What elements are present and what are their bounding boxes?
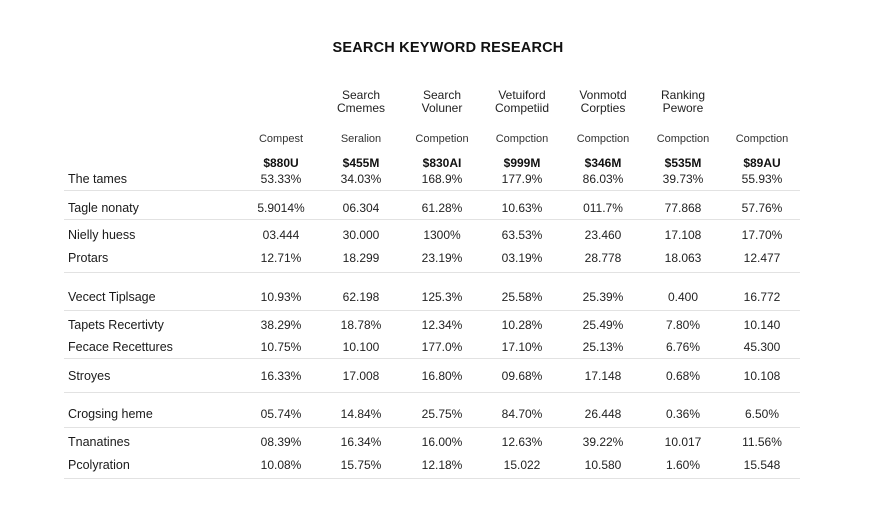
table-cell: 10.63% bbox=[501, 201, 543, 215]
column-subheader-0: Compest bbox=[258, 133, 304, 145]
column-subheader-2: Competion bbox=[415, 133, 469, 145]
table-cell: 5.9014% bbox=[257, 201, 305, 215]
table-cell: 23.19% bbox=[421, 251, 463, 265]
table-cell: 12.63% bbox=[501, 435, 543, 449]
table-cell: 18.299 bbox=[342, 251, 380, 265]
table-cell: 10.28% bbox=[501, 318, 543, 332]
row-divider bbox=[64, 392, 800, 393]
row-label: Nielly huess bbox=[68, 228, 136, 242]
table-row bbox=[64, 366, 800, 386]
row-label: Tapets Recertivty bbox=[68, 318, 164, 332]
table-row bbox=[64, 404, 800, 424]
column-header-2: Search Voluner bbox=[421, 88, 463, 115]
table-cell: 12.18% bbox=[421, 458, 463, 472]
column-subheader-3: Compction bbox=[495, 133, 549, 145]
table-cell: 11.56% bbox=[742, 435, 782, 449]
table-cell: 16.80% bbox=[421, 369, 463, 383]
table-cell: 39.22% bbox=[582, 435, 624, 449]
column-subheader-6: Compction bbox=[735, 133, 789, 145]
table-cell: 34.03% bbox=[340, 172, 382, 186]
row-label: Stroyes bbox=[68, 369, 111, 383]
table-cell: 53.33% bbox=[260, 172, 302, 186]
table-cell: 12.71% bbox=[260, 251, 302, 265]
table-row bbox=[64, 337, 800, 357]
table-cell: 14.84% bbox=[340, 407, 382, 421]
table-cell: 18.063 bbox=[664, 251, 702, 265]
row-label: Vecect Tiplsage bbox=[68, 290, 156, 304]
table-cell: 17.70% bbox=[741, 228, 783, 242]
column-subheader-1: Seralion bbox=[340, 133, 382, 145]
table-cell: 25.39% bbox=[582, 290, 624, 304]
table-cell: 08.39% bbox=[260, 435, 302, 449]
table-cell: 1300% bbox=[423, 228, 461, 242]
row-label: Crogsing heme bbox=[68, 407, 153, 421]
table-cell: 17.008 bbox=[342, 369, 380, 383]
row-divider bbox=[64, 190, 800, 191]
table-cell: 177.9% bbox=[501, 172, 543, 186]
table-cell: 25.49% bbox=[582, 318, 624, 332]
table-cell: 0.400 bbox=[667, 290, 699, 304]
table-cell: 16.772 bbox=[743, 290, 781, 304]
column-total-2: $830AI bbox=[422, 156, 462, 170]
table-cell: 38.29% bbox=[260, 318, 302, 332]
table-cell: 177.0% bbox=[421, 340, 463, 354]
table-cell: 12.477 bbox=[743, 251, 781, 265]
table-cell: 1.60% bbox=[665, 458, 701, 472]
column-total-1: $455M bbox=[342, 156, 380, 170]
table-cell: 86.03% bbox=[582, 172, 624, 186]
table-cell: 25.13% bbox=[582, 340, 624, 354]
table-cell: 10.08% bbox=[260, 458, 302, 472]
table-cell: 17.10% bbox=[501, 340, 543, 354]
table-cell: 26.448 bbox=[584, 407, 622, 421]
table-cell: 17.108 bbox=[664, 228, 702, 242]
table-cell: 57.76% bbox=[741, 201, 783, 215]
table-cell: 10.580 bbox=[584, 458, 622, 472]
table-cell: 61.28% bbox=[421, 201, 463, 215]
row-label: The tames bbox=[68, 172, 128, 186]
row-divider bbox=[64, 219, 800, 220]
table-row bbox=[64, 198, 800, 218]
table-cell: 25.58% bbox=[501, 290, 543, 304]
table-cell: 10.140 bbox=[743, 318, 781, 332]
table-cell: 55.93% bbox=[741, 172, 783, 186]
table-cell: 168.9% bbox=[421, 172, 463, 186]
row-label: Pcolyration bbox=[68, 458, 130, 472]
table-cell: 7.80% bbox=[665, 318, 701, 332]
table-cell: 03.444 bbox=[262, 228, 300, 242]
table-cell: 125.3% bbox=[421, 290, 463, 304]
column-header-3: Vetuiford Competiid bbox=[494, 88, 550, 115]
table-cell: 06.304 bbox=[342, 201, 380, 215]
table-cell: 62.198 bbox=[342, 290, 380, 304]
column-header-5: Ranking Pewore bbox=[660, 88, 706, 115]
table-cell: 0.36% bbox=[665, 407, 701, 421]
row-divider bbox=[64, 358, 800, 359]
table-cell: 10.100 bbox=[342, 340, 380, 354]
table-cell: 30.000 bbox=[342, 228, 380, 242]
table-cell: 03.19% bbox=[501, 251, 543, 265]
table-cell: 28.778 bbox=[584, 251, 622, 265]
table-cell: 10.93% bbox=[260, 290, 302, 304]
row-divider bbox=[64, 478, 800, 479]
table-cell: 10.75% bbox=[260, 340, 302, 354]
table-cell: 39.73% bbox=[662, 172, 704, 186]
table-cell: 63.53% bbox=[501, 228, 543, 242]
column-total-3: $999M bbox=[503, 156, 541, 170]
row-divider bbox=[64, 427, 800, 428]
table-cell: 15.75% bbox=[340, 458, 382, 472]
table-cell: 84.70% bbox=[501, 407, 543, 421]
column-header-1: Search Cmemes bbox=[336, 88, 385, 115]
table-cell: 0.68% bbox=[665, 369, 701, 383]
table-cell: 17.148 bbox=[584, 369, 622, 383]
row-divider bbox=[64, 310, 800, 311]
table-cell: 12.34% bbox=[421, 318, 463, 332]
row-label: Tagle nonaty bbox=[68, 201, 139, 215]
table-cell: 09.68% bbox=[501, 369, 543, 383]
row-label: Protars bbox=[68, 251, 109, 265]
table-cell: 15.548 bbox=[743, 458, 781, 472]
row-divider bbox=[64, 272, 800, 273]
table-cell: 10.108 bbox=[743, 369, 781, 383]
row-label: Tnanatines bbox=[68, 435, 130, 449]
table-cell: 05.74% bbox=[260, 407, 302, 421]
table-cell: 18.78% bbox=[340, 318, 382, 332]
table-cell: 77.868 bbox=[664, 201, 702, 215]
table-row bbox=[64, 248, 800, 268]
table-row bbox=[64, 455, 800, 475]
table-cell: 011.7% bbox=[583, 201, 623, 215]
row-label: Fecace Recettures bbox=[68, 340, 173, 354]
table-row bbox=[64, 432, 800, 452]
table-cell: 16.34% bbox=[340, 435, 382, 449]
table-cell: 45.300 bbox=[743, 340, 781, 354]
column-subheader-4: Compction bbox=[576, 133, 630, 145]
column-total-5: $535M bbox=[664, 156, 702, 170]
table-cell: 23.460 bbox=[584, 228, 622, 242]
table-row bbox=[64, 287, 800, 307]
table-row bbox=[64, 225, 800, 245]
page-title: SEARCH KEYWORD RESEARCH bbox=[332, 40, 564, 56]
table-row bbox=[64, 315, 800, 335]
table-row bbox=[64, 169, 800, 189]
table-cell: 6.50% bbox=[744, 407, 780, 421]
column-total-6: $89AU bbox=[743, 156, 781, 170]
table-cell: 10.017 bbox=[664, 435, 702, 449]
table-cell: 16.33% bbox=[260, 369, 302, 383]
table-cell: 16.00% bbox=[421, 435, 463, 449]
table-cell: 25.75% bbox=[421, 407, 463, 421]
column-subheader-5: Compction bbox=[656, 133, 710, 145]
table-cell: 6.76% bbox=[665, 340, 701, 354]
table-cell: 15.022 bbox=[503, 458, 541, 472]
column-total-4: $346M bbox=[584, 156, 622, 170]
column-header-4: Vonmotd Corpties bbox=[579, 88, 627, 115]
column-total-0: $880U bbox=[263, 156, 299, 170]
